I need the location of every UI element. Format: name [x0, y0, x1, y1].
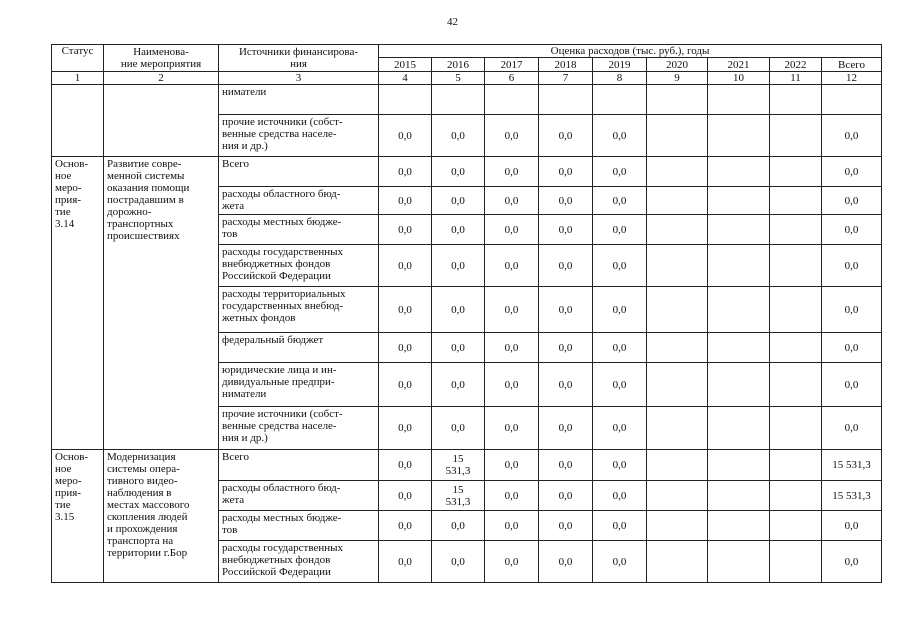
year-header: 2020 — [647, 58, 708, 72]
empty-cell — [708, 187, 770, 215]
empty-cell — [770, 215, 822, 245]
value-cell: 0,0 — [379, 157, 432, 187]
status-cell: Основ- ное меро- прия- тие 3.15 — [52, 450, 104, 583]
value-cell: 0,0 — [593, 541, 647, 583]
value-cell: 0,0 — [432, 511, 485, 541]
value-cell: 0,0 — [539, 363, 593, 407]
value-cell: 0,0 — [539, 115, 593, 157]
value-cell: 15 531,3 — [432, 481, 485, 511]
value-cell: 0,0 — [593, 115, 647, 157]
total-cell: 0,0 — [822, 245, 882, 287]
table-row — [52, 450, 882, 481]
empty-cell — [647, 287, 708, 333]
funding-source-cell: расходы местных бюдже- тов — [219, 215, 379, 245]
value-cell — [485, 85, 539, 115]
value-cell: 0,0 — [539, 287, 593, 333]
value-cell: 0,0 — [379, 450, 432, 481]
year-header: 2017 — [485, 58, 539, 72]
value-cell: 0,0 — [432, 245, 485, 287]
empty-cell — [770, 333, 822, 363]
column-number: 12 — [822, 72, 882, 85]
empty-cell — [647, 481, 708, 511]
value-cell: 0,0 — [485, 363, 539, 407]
value-cell: 0,0 — [432, 407, 485, 450]
value-cell: 0,0 — [379, 481, 432, 511]
funding-source-cell: расходы территориальных государственных внебюд- жетных фондов — [219, 287, 379, 333]
empty-cell — [647, 115, 708, 157]
value-cell: 0,0 — [593, 511, 647, 541]
value-cell: 0,0 — [379, 215, 432, 245]
funding-source-cell: расходы областного бюд- жета — [219, 187, 379, 215]
empty-cell — [770, 187, 822, 215]
funding-source-cell: ниматели — [219, 85, 379, 115]
year-header: Всего — [822, 58, 882, 72]
year-header: 2015 — [379, 58, 432, 72]
value-cell: 0,0 — [593, 363, 647, 407]
value-cell — [539, 85, 593, 115]
value-cell — [593, 85, 647, 115]
value-cell: 0,0 — [379, 115, 432, 157]
empty-cell — [647, 541, 708, 583]
funding-source-cell: расходы государственных внебюджетных фондов Российской Федерации — [219, 245, 379, 287]
status-cell — [52, 85, 104, 157]
value-cell: 0,0 — [485, 215, 539, 245]
value-cell: 0,0 — [593, 407, 647, 450]
column-number: 8 — [593, 72, 647, 85]
value-cell: 0,0 — [432, 287, 485, 333]
column-number: 7 — [539, 72, 593, 85]
total-cell: 0,0 — [822, 287, 882, 333]
empty-cell — [708, 541, 770, 583]
value-cell: 0,0 — [539, 511, 593, 541]
empty-cell — [708, 85, 770, 115]
empty-cell — [647, 363, 708, 407]
empty-cell — [708, 481, 770, 511]
measure-name-cell — [104, 85, 219, 157]
value-cell: 0,0 — [379, 511, 432, 541]
empty-cell — [708, 511, 770, 541]
empty-cell — [708, 115, 770, 157]
measure-name-cell: Модернизация системы опера- тивного видео- наблюдения в местах массового скопления людей и прохождения транспорта на территории г.Бор — [104, 450, 219, 583]
empty-cell — [708, 287, 770, 333]
column-numbers-row — [52, 72, 882, 85]
empty-cell — [708, 245, 770, 287]
empty-cell — [647, 450, 708, 481]
value-cell: 0,0 — [432, 115, 485, 157]
value-cell: 0,0 — [485, 245, 539, 287]
empty-cell — [647, 215, 708, 245]
empty-cell — [770, 407, 822, 450]
empty-cell — [770, 85, 822, 115]
funding-source-cell: федеральный бюджет — [219, 333, 379, 363]
header-estimate: Оценка расходов (тыс. руб.), годы — [379, 45, 882, 58]
value-cell: 0,0 — [593, 481, 647, 511]
empty-cell — [770, 511, 822, 541]
empty-cell — [770, 481, 822, 511]
value-cell: 0,0 — [379, 541, 432, 583]
value-cell: 0,0 — [539, 541, 593, 583]
value-cell: 0,0 — [539, 157, 593, 187]
value-cell: 0,0 — [593, 287, 647, 333]
value-cell: 0,0 — [432, 215, 485, 245]
value-cell: 0,0 — [593, 450, 647, 481]
column-number: 1 — [52, 72, 104, 85]
header-sources: Источники финансирова- ния — [219, 45, 379, 72]
total-cell: 0,0 — [822, 541, 882, 583]
value-cell: 0,0 — [539, 407, 593, 450]
funding-source-cell: прочие источники (собст- венные средства населе- ния и др.) — [219, 115, 379, 157]
value-cell: 0,0 — [539, 245, 593, 287]
status-cell: Основ- ное меро- прия- тие 3.14 — [52, 157, 104, 450]
empty-cell — [647, 187, 708, 215]
value-cell: 0,0 — [379, 363, 432, 407]
column-number: 3 — [219, 72, 379, 85]
value-cell: 0,0 — [432, 157, 485, 187]
value-cell: 0,0 — [485, 450, 539, 481]
value-cell: 0,0 — [379, 187, 432, 215]
header-status: Статус — [52, 45, 104, 72]
funding-source-cell: расходы государственных внебюджетных фондов Российской Федерации — [219, 541, 379, 583]
empty-cell — [647, 407, 708, 450]
empty-cell — [708, 333, 770, 363]
total-cell: 0,0 — [822, 407, 882, 450]
value-cell: 15 531,3 — [432, 450, 485, 481]
table-row — [52, 157, 882, 187]
year-header: 2016 — [432, 58, 485, 72]
page-number: 42 — [447, 16, 458, 28]
value-cell: 0,0 — [485, 187, 539, 215]
value-cell: 0,0 — [485, 115, 539, 157]
value-cell: 0,0 — [593, 215, 647, 245]
funding-source-cell: расходы областного бюд- жета — [219, 481, 379, 511]
value-cell: 0,0 — [593, 245, 647, 287]
value-cell: 0,0 — [539, 187, 593, 215]
total-cell — [822, 85, 882, 115]
value-cell: 0,0 — [485, 333, 539, 363]
value-cell: 0,0 — [379, 287, 432, 333]
value-cell: 0,0 — [432, 541, 485, 583]
value-cell: 0,0 — [485, 541, 539, 583]
year-header: 2021 — [708, 58, 770, 72]
empty-cell — [770, 450, 822, 481]
empty-cell — [770, 287, 822, 333]
value-cell: 0,0 — [432, 363, 485, 407]
expense-table — [51, 44, 882, 583]
empty-cell — [708, 215, 770, 245]
empty-cell — [708, 363, 770, 407]
value-cell: 0,0 — [539, 481, 593, 511]
total-cell: 0,0 — [822, 115, 882, 157]
column-number: 10 — [708, 72, 770, 85]
total-cell: 0,0 — [822, 215, 882, 245]
column-number: 2 — [104, 72, 219, 85]
value-cell: 0,0 — [539, 333, 593, 363]
value-cell: 0,0 — [593, 157, 647, 187]
empty-cell — [647, 511, 708, 541]
empty-cell — [647, 333, 708, 363]
empty-cell — [647, 157, 708, 187]
empty-cell — [708, 407, 770, 450]
funding-source-cell: Всего — [219, 157, 379, 187]
value-cell: 0,0 — [432, 187, 485, 215]
value-cell: 0,0 — [485, 157, 539, 187]
value-cell: 0,0 — [539, 215, 593, 245]
empty-cell — [770, 115, 822, 157]
total-cell: 0,0 — [822, 511, 882, 541]
column-number: 6 — [485, 72, 539, 85]
value-cell: 0,0 — [593, 187, 647, 215]
column-number: 9 — [647, 72, 708, 85]
total-cell: 0,0 — [822, 187, 882, 215]
empty-cell — [647, 245, 708, 287]
empty-cell — [770, 363, 822, 407]
value-cell — [379, 85, 432, 115]
empty-cell — [647, 85, 708, 115]
value-cell: 0,0 — [379, 333, 432, 363]
value-cell: 0,0 — [593, 333, 647, 363]
empty-cell — [770, 245, 822, 287]
funding-source-cell: расходы местных бюдже- тов — [219, 511, 379, 541]
value-cell: 0,0 — [485, 287, 539, 333]
funding-source-cell: прочие источники (собст- венные средства населе- ния и др.) — [219, 407, 379, 450]
value-cell: 0,0 — [539, 450, 593, 481]
total-cell: 0,0 — [822, 157, 882, 187]
empty-cell — [770, 541, 822, 583]
value-cell: 0,0 — [485, 511, 539, 541]
year-header: 2019 — [593, 58, 647, 72]
empty-cell — [770, 157, 822, 187]
table-row — [52, 85, 882, 115]
value-cell: 0,0 — [379, 245, 432, 287]
header-name: Наименова- ние мероприятия — [104, 45, 219, 72]
total-cell: 0,0 — [822, 333, 882, 363]
column-number: 5 — [432, 72, 485, 85]
empty-cell — [708, 157, 770, 187]
total-cell: 0,0 — [822, 363, 882, 407]
funding-source-cell: юридические лица и ин- дивидуальные предпри- ниматели — [219, 363, 379, 407]
value-cell: 0,0 — [379, 407, 432, 450]
year-header: 2022 — [770, 58, 822, 72]
value-cell — [432, 85, 485, 115]
funding-source-cell: Всего — [219, 450, 379, 481]
total-cell: 15 531,3 — [822, 481, 882, 511]
value-cell: 0,0 — [485, 407, 539, 450]
empty-cell — [708, 450, 770, 481]
value-cell: 0,0 — [485, 481, 539, 511]
measure-name-cell: Развитие совре- менной системы оказания помощи пострадавшим в дорожно- транспортных происшествиях — [104, 157, 219, 450]
column-number: 4 — [379, 72, 432, 85]
value-cell: 0,0 — [432, 333, 485, 363]
total-cell: 15 531,3 — [822, 450, 882, 481]
column-number: 11 — [770, 72, 822, 85]
year-header: 2018 — [539, 58, 593, 72]
